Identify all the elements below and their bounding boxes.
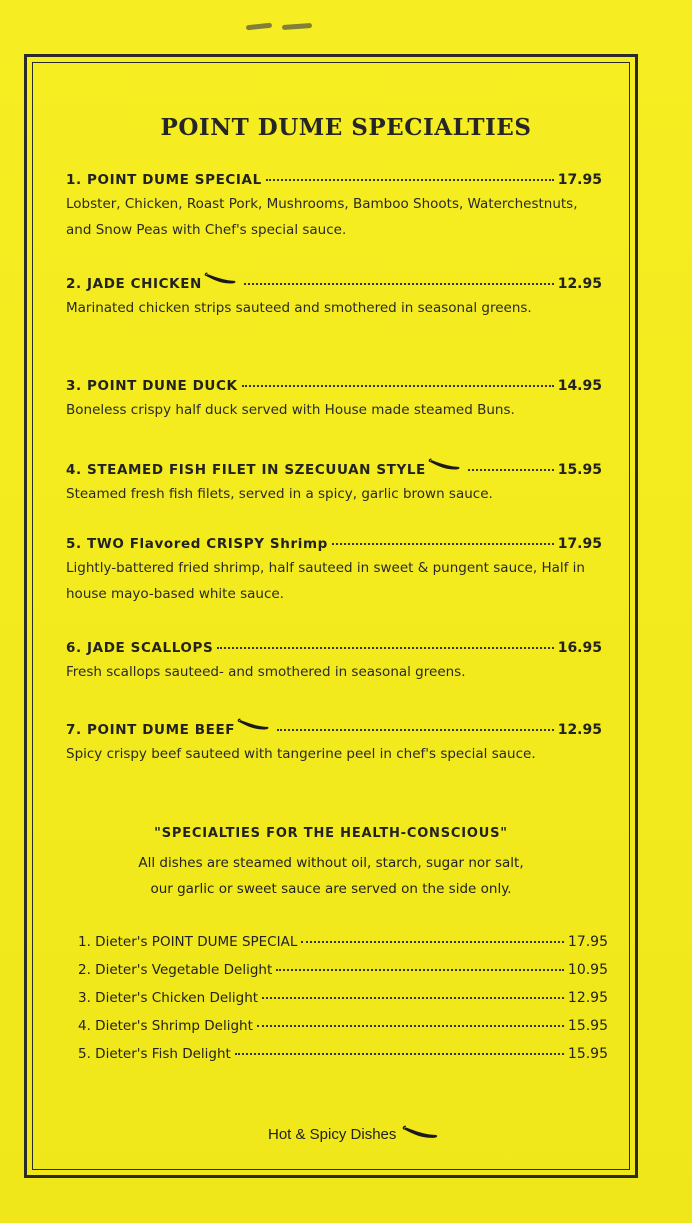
item-price: 10.95 [567,962,608,978]
item-description: Lightly-battered fried shrimp, half sauteed in sweet & pungent sauce, Half in house mayo-based white sauce. [66,560,585,602]
dieter-item [78,934,608,950]
item-price: 15.95 [567,1018,608,1034]
dot-leader [242,385,554,387]
item-price: 14.95 [557,378,602,394]
item-heading [66,718,602,738]
specialty-item [66,378,602,423]
item-heading [66,458,602,478]
item-price: 17.95 [557,172,602,188]
item-price: 17.95 [557,536,602,552]
item-heading [78,1018,608,1034]
specialty-item [66,718,602,767]
item-name: 6. JADE SCALLOPS [66,640,214,656]
dot-leader [235,1053,564,1055]
dot-leader [262,997,564,999]
item-price: 12.95 [557,276,602,292]
health-section-note [0,850,662,902]
item-name: 5. TWO Flavored CRISPY Shrimp [66,536,328,552]
item-heading [78,990,608,1006]
item-name: 3. POINT DUNE DUCK [66,378,238,394]
item-price: 16.95 [557,640,602,656]
item-heading [66,172,602,188]
chili-pepper-icon [428,458,462,474]
dot-leader [244,283,554,285]
dot-leader [217,647,553,649]
dot-leader [257,1025,564,1027]
dot-leader [468,469,554,471]
item-heading [66,640,602,656]
dieter-item [78,1046,608,1062]
item-price: 17.95 [567,934,608,950]
dieter-item [78,990,608,1006]
item-price: 15.95 [567,1046,608,1062]
item-price: 15.95 [557,462,602,478]
chili-pepper-icon [402,1125,440,1143]
specialty-item [66,458,602,507]
item-price: 12.95 [567,990,608,1006]
item-name: 1. Dieter's POINT DUME SPECIAL [78,934,298,950]
item-heading [78,934,608,950]
dot-leader [276,969,564,971]
item-name: 3. Dieter's Chicken Delight [78,990,259,1006]
item-heading [66,272,602,292]
item-heading [78,962,608,978]
item-description: Marinated chicken strips sauteed and smothered in seasonal greens. [66,300,532,316]
item-name: 1. POINT DUME SPECIAL [66,172,262,188]
item-description: Lobster, Chicken, Roast Pork, Mushrooms, Bamboo Shoots, Waterchestnuts, and Snow Peas with Chef's special sauce. [66,196,578,238]
health-section-title: "SPECIALTIES FOR THE HEALTH-CONSCIOUS" [154,826,508,841]
specialty-item [66,536,602,607]
item-name: 4. STEAMED FISH FILET IN SZECUUAN STYLE [66,462,426,478]
dieter-item [78,962,608,978]
dot-leader [301,941,564,943]
item-description: Spicy crispy beef sauteed with tangerine peel in chef's special sauce. [66,746,536,762]
item-name: 7. POINT DUME BEEF [66,722,236,738]
item-description: Boneless crispy half duck served with House made steamed Buns. [66,402,515,418]
item-price: 12.95 [557,722,602,738]
dot-leader [266,179,554,181]
health-note-line: our garlic or sweet sauce are served on the side only. [150,881,512,897]
dieter-item [78,1018,608,1034]
legend [268,1125,442,1143]
specialty-item [66,640,602,685]
item-name: 4. Dieter's Shrimp Delight [78,1018,253,1034]
item-description: Steamed fresh fish filets, served in a spicy, garlic brown sauce. [66,486,493,502]
specialty-item [66,172,602,243]
chili-pepper-icon [204,272,238,288]
page-title: POINT DUME SPECIALTIES [160,114,532,141]
staple-mark [282,23,312,30]
item-name: 5. Dieter's Fish Delight [78,1046,231,1062]
dot-leader [332,543,554,545]
item-name: 2. Dieter's Vegetable Delight [78,962,273,978]
dot-leader [277,729,554,731]
staple-mark [246,23,272,31]
item-name: 2. JADE CHICKEN [66,276,202,292]
legend-label: Hot & Spicy Dishes [268,1125,397,1143]
item-heading [66,536,602,552]
specialty-item [66,272,602,321]
item-heading [78,1046,608,1062]
health-note-line: All dishes are steamed without oil, starch, sugar nor salt, [138,855,524,871]
chili-pepper-icon [237,718,271,734]
item-heading [66,378,602,394]
item-description: Fresh scallops sauteed- and smothered in seasonal greens. [66,664,466,680]
